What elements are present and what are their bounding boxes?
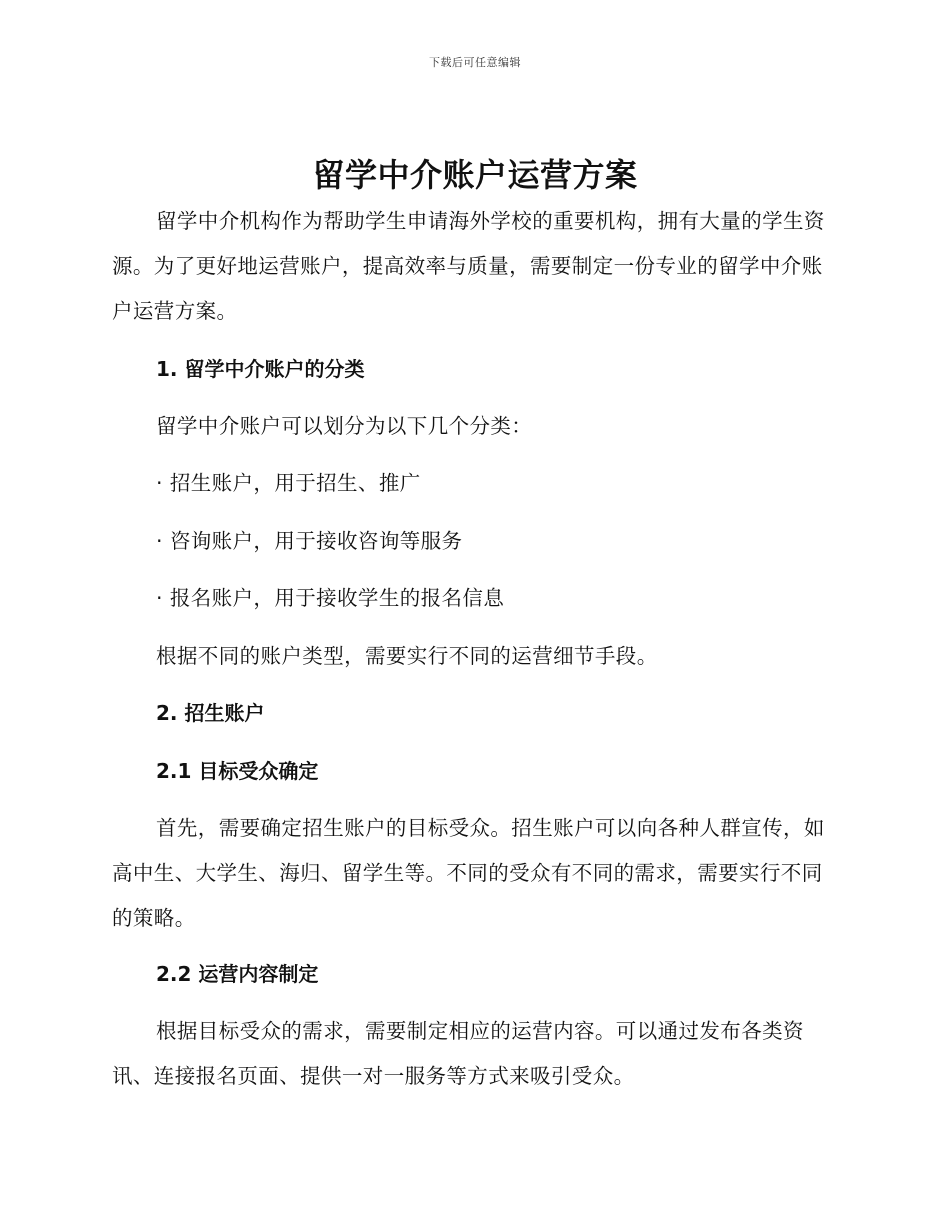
section-1-heading: 1. 留学中介账户的分类 xyxy=(156,357,365,381)
intro-paragraph: 留学中介机构作为帮助学生申请海外学校的重要机构，拥有大量的学生资源。为了更好地运营账户，提高效率与质量，需要制定一份专业的留学中介账户运营方案。 xyxy=(112,209,825,323)
section-1-lead: 留学中介账户可以划分为以下几个分类： xyxy=(156,414,533,438)
section-1-closing: 根据不同的账户类型，需要实行不同的运营细节手段。 xyxy=(156,644,658,668)
subsection-2-2-heading: 2.2 运营内容制定 xyxy=(156,962,319,986)
document-title: 留学中介账户运营方案 xyxy=(312,156,638,194)
section-2-heading: 2. 招生账户 xyxy=(156,701,265,725)
subsection-2-1-heading: 2.1 目标受众确定 xyxy=(156,759,319,783)
list-item-3: · 报名账户，用于接收学生的报名信息 xyxy=(156,586,505,610)
subsection-2-1-paragraph: 首先，需要确定招生账户的目标受众。招生账户可以向各种人群宣传，如高中生、大学生、海归、留学生等。不同的受众有不同的需求，需要实行不同的策略。 xyxy=(112,816,825,930)
list-item-1: · 招生账户，用于招生、推广 xyxy=(156,471,421,495)
page-header: 下载后可任意编辑 xyxy=(429,56,521,69)
list-item-2: · 咨询账户，用于接收咨询等服务 xyxy=(156,529,463,553)
subsection-2-2-paragraph: 根据目标受众的需求，需要制定相应的运营内容。可以通过发布各类资讯、连接报名页面、提供一对一服务等方式来吸引受众。 xyxy=(112,1019,804,1088)
